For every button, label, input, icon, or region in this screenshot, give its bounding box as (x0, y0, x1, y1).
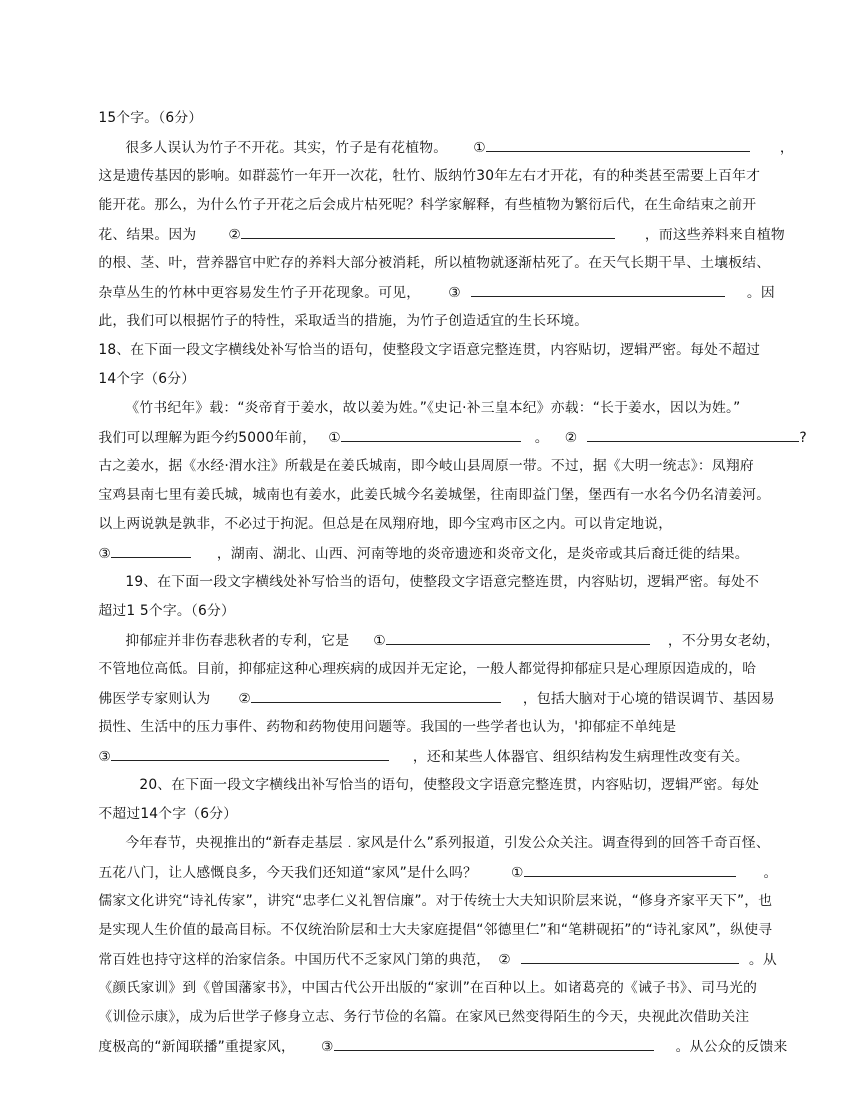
line-text: 很多人误认为竹子不开花。其实，竹子是有花植物。 (125, 140, 448, 156)
line-text: 。因 (746, 285, 775, 301)
line-text: 古之姜水，据《水经·渭水注》所载是在姜氏城南，即今岐山县周原一带。不过，据《大明一统志》：凤翔府 (98, 458, 754, 474)
line-text: 常百姓也持守这样的治家信条。中国历代不乏家风门第的典范， (98, 952, 491, 968)
line-text: 不管地位高低。目前，抑郁症这种心理疾病的成因并无定论，一般人都觉得抑郁症只是心理原因造成的，哈 (98, 661, 757, 677)
line-text: 不超过14个字（6分） (98, 806, 238, 822)
line-text: ，还和某些人体器官、组织结构发生病理性改变有关。 (412, 749, 749, 765)
line-text: 超过1 5个字。（6分） (98, 603, 235, 619)
blank-marker: ③ (321, 1039, 334, 1055)
blank-marker: ② (564, 430, 578, 446)
line-text: 儒家文化讲究“诗礼传家”，讲究“忠孝仁义礼智信廉”。对于传统士大夫知识阶层来说，“修身齐家平天下”，也 (98, 893, 773, 909)
blank-marker: ② (498, 952, 511, 968)
line-text: ? (799, 430, 807, 446)
line-text: 18、在下面一段文字横线处补写恰当的语句，使整段文字语意完整连贯，内容贴切，逻辑严密。每处不超过 (98, 342, 761, 358)
line-text: 杂草丛生的竹林中更容易发生竹子开花现象。可见， (98, 285, 421, 301)
line-text: 。从公众的反馈来 (675, 1039, 788, 1055)
blank-marker: ③ (448, 285, 461, 301)
line-text: 是实现人生价值的最高目标。不仅统治阶层和士大夫家庭提倡“邻德里仁”和“笔耕砚拓”的“诗礼家风”，纵使寻 (98, 922, 773, 938)
blank-marker: ② (228, 227, 241, 243)
line-text: ，湖南、湖北、山西、河南等地的炎帝遗迹和炎帝文化，是炎帝或其后裔迁徙的结果。 (216, 546, 749, 562)
blank-marker: ② (238, 691, 251, 707)
line-text: 。 (763, 865, 778, 881)
line-text: 佛医学专家则认为 (98, 691, 211, 707)
text-line (80, 1016, 788, 1077)
line-text: 《颜氏家训》到《曾国藩家书》，中国古代公开出版的“家训”在百种以上。如诸葛亮的《诫子书》、司马光的 (98, 980, 758, 996)
line-text: 花、结果。因为 (98, 227, 197, 243)
line-text: ，而这些养料来自植物 (644, 227, 785, 243)
line-text: 19、在下面一段文字横线处补写恰当的语句，使整段文字语意完整连贯，内容贴切，逻辑严密。每处不 (125, 574, 760, 590)
line-text: ，包括大脑对于心境的错误调节、基因易 (522, 691, 775, 707)
line-text: 五花八门，让人感慨良多，今天我们还知道“家风”是什么吗？ (98, 865, 477, 881)
line-text: ，不分男女老幼， (667, 633, 780, 649)
line-text: 此，我们可以根据竹子的特性，采取适当的措施，为竹子创造适宜的生长环境。 (98, 313, 589, 329)
line-text: 的根、茎、叶，营养器官中贮存的养料大部分被消耗，所以植物就逐渐枯死了。在天气长期干旱、土壤板结、 (98, 255, 771, 271)
blank-marker: ③ (98, 546, 111, 562)
blank-marker: ① (510, 865, 524, 881)
blank-marker: ① (373, 633, 386, 649)
line-text: 以上两说孰是孰非，不必过于拘泥。但总是在凤翔府地，即今宝鸡市区之内。可以肯定地说， (98, 516, 673, 532)
blank-marker: ③ (98, 749, 111, 765)
blank-marker: ① (328, 430, 341, 446)
line-text: 能开花。那么，为什么竹子开花之后会成片枯死呢？科学家解释，有些植物为繁衍后代，在生命结束之前开 (98, 197, 757, 213)
line-text: 。 (534, 430, 549, 446)
line-text: 今年春节，央视推出的“新春走基层﹒家风是什么”系列报道，引发公众关注。调查得到的回答千奇百怪、 (125, 835, 770, 851)
line-text: 我们可以理解为距今约5000年前， (98, 430, 317, 446)
line-text: 《竹书纪年》载：“炎帝育于姜水，故以姜为姓。”《史记·补三皇本纪》亦载：“长于姜水，因以为姓。” (125, 400, 741, 416)
section-ending: 15个字。（6分） (98, 110, 203, 126)
line-text: 损性、生活中的压力事件、药物和药物使用问题等。我国的一些学者也认为，'抑郁症不单纯是 (98, 719, 677, 735)
line-text: ， (779, 140, 794, 156)
line-text: 《训俭示康》，成为后世学子修身立志、务行节俭的名篇。在家风已然变得陌生的今天，央视此次借助关注 (98, 1009, 750, 1025)
line-text: 20、在下面一段文字横线出补写恰当的语句，使整段文字语意完整连贯，内容贴切，逻辑严密。每处 (139, 777, 760, 793)
answer-blank[interactable] (334, 1036, 654, 1051)
line-text: 抑郁症并非伤春悲秋者的专利，它是 (125, 633, 350, 649)
blank-marker: ① (473, 140, 486, 156)
line-text: 14个字（6分） (98, 371, 196, 387)
line-text: 这是遗传基因的影响。如群蕊竹一年开一次花，牡竹、版纳竹30年左右才开花，有的种类甚至需要上百年才 (98, 168, 761, 184)
line-text: 度极高的“新闻联播”重提家风， (98, 1039, 295, 1055)
line-text: 。从 (748, 952, 777, 968)
line-text: 宝鸡县南七里有姜氏城，城南也有姜水，此姜氏城今名姜城堡，往南即益门堡，堡西有一水名今仍名清姜河。 (98, 487, 771, 503)
